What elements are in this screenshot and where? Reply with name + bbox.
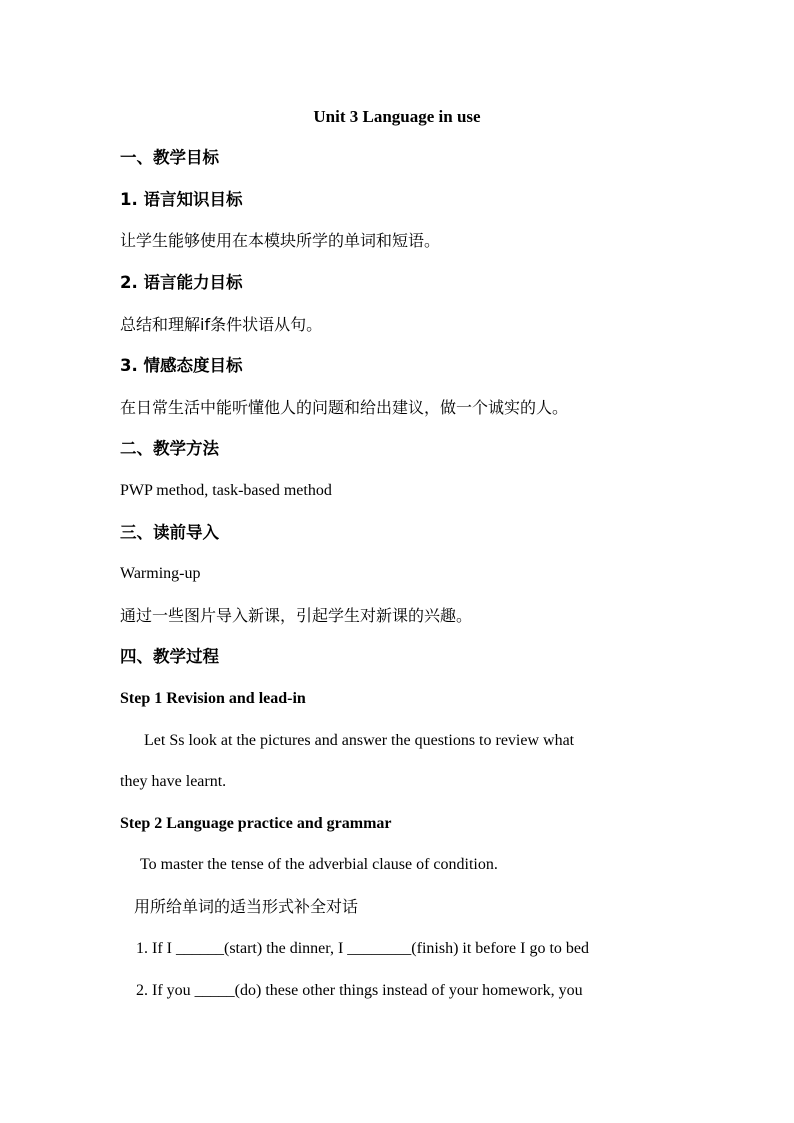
paragraph-knowledge: 让学生能够使用在本模块所学的单词和短语。 — [120, 231, 441, 250]
document-title: Unit 3 Language in use — [313, 107, 481, 126]
paragraph-methods: PWP method, task-based method — [120, 482, 332, 499]
step2-title: Step 2 Language practice and grammar — [120, 815, 392, 832]
section-heading-process: 四、教学过程 — [120, 647, 219, 666]
subheading-knowledge: 1. 语言知识目标 — [120, 190, 243, 209]
section-heading-pre-reading: 三、读前导入 — [120, 523, 219, 542]
paragraph-lead-in-description: 通过一些图片导入新课，引起学生对新课的兴趣。 — [120, 606, 473, 625]
exercise-item-2: 2. If you _____(do) these other things instead of your homework, you — [136, 982, 583, 999]
paragraph-warming-up: Warming-up — [120, 565, 201, 582]
step2-line1: To master the tense of the adverbial clause of condition. — [140, 856, 498, 873]
step1-line1: Let Ss look at the pictures and answer the questions to review what — [144, 732, 575, 749]
exercise-item-1: 1. If I ______(start) the dinner, I ________(finish) it before I go to bed — [136, 940, 590, 957]
section-heading-objectives: 一、教学目标 — [120, 148, 219, 167]
subheading-ability: 2. 语言能力目标 — [120, 273, 243, 292]
section-heading-methods: 二、教学方法 — [120, 439, 219, 458]
step2-instruction: 用所给单词的适当形式补全对话 — [134, 897, 359, 916]
paragraph-attitude: 在日常生活中能听懂他人的问题和给出建议，做一个诚实的人。 — [120, 398, 569, 417]
step1-line2: they have learnt. — [120, 773, 227, 790]
step1-title: Step 1 Revision and lead-in — [120, 690, 306, 707]
subheading-attitude: 3. 情感态度目标 — [120, 356, 243, 375]
paragraph-ability: 总结和理解if条件状语从句。 — [120, 315, 323, 334]
